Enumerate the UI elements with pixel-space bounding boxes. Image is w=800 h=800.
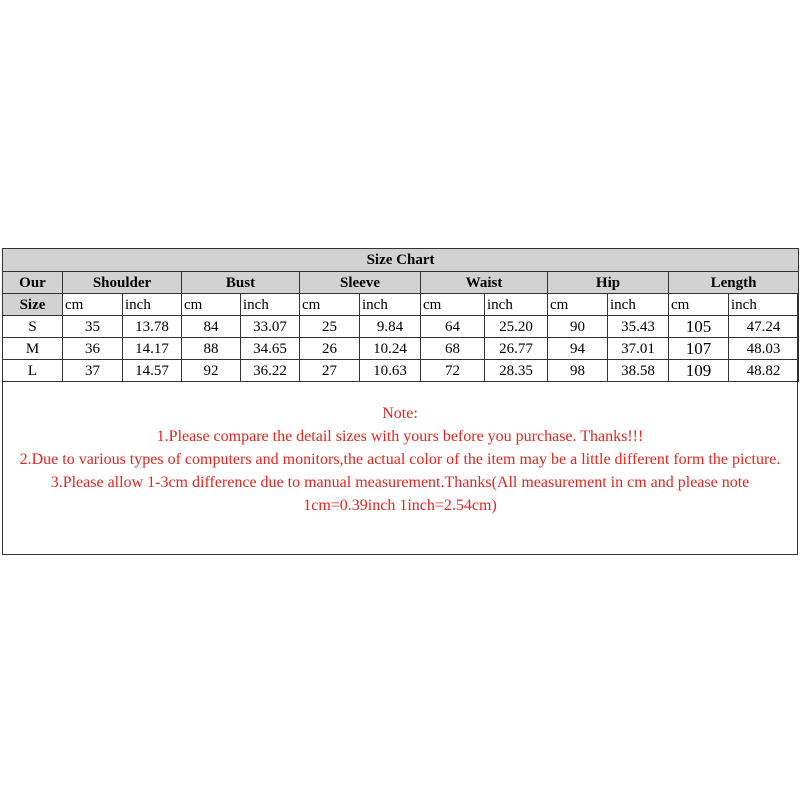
table-cell: 48.03 (729, 338, 799, 360)
note-line-1: 1.Please compare the detail sizes with yours before you purchase. Thanks!!! (156, 428, 644, 445)
table-cell: 107 (669, 338, 729, 360)
table-cell: 26 (300, 338, 360, 360)
table-cell: 13.78 (123, 316, 182, 338)
header-hip: Hip (548, 272, 669, 294)
header-waist: Waist (421, 272, 548, 294)
note-line-3: 3.Please allow 1-3cm difference due to manual measurement.Thanks(All measurement in cm and please note 1cm=0.39inch 1inch=2.54cm) (50, 474, 750, 514)
unit-inch: inch (608, 294, 669, 316)
table-cell: 25 (300, 316, 360, 338)
unit-inch: inch (729, 294, 799, 316)
header-bust: Bust (182, 272, 300, 294)
unit-inch: inch (360, 294, 421, 316)
table-cell: 68 (421, 338, 485, 360)
table-cell: 90 (548, 316, 608, 338)
table-cell: 37.01 (608, 338, 669, 360)
unit-cm: cm (300, 294, 360, 316)
size-header-top: Our (3, 272, 63, 294)
table-cell: 98 (548, 360, 608, 382)
unit-cm: cm (669, 294, 729, 316)
chart-title: Size Chart (3, 249, 799, 272)
table-cell: 72 (421, 360, 485, 382)
table-cell: 84 (182, 316, 241, 338)
size-chart (2, 248, 798, 555)
table-cell: 47.24 (729, 316, 799, 338)
unit-inch: inch (123, 294, 182, 316)
table-cell: 9.84 (360, 316, 421, 338)
table-row (3, 316, 799, 338)
table-row (3, 338, 799, 360)
table-cell: 94 (548, 338, 608, 360)
size-label: S (3, 316, 63, 338)
table-cell: 26.77 (485, 338, 548, 360)
table-cell: 25.20 (485, 316, 548, 338)
unit-cm: cm (548, 294, 608, 316)
table-cell: 10.63 (360, 360, 421, 382)
unit-cm: cm (63, 294, 123, 316)
table-cell: 88 (182, 338, 241, 360)
unit-cm: cm (182, 294, 241, 316)
unit-inch: inch (485, 294, 548, 316)
unit-inch: inch (241, 294, 300, 316)
header-shoulder: Shoulder (63, 272, 182, 294)
note-heading: Note: (382, 405, 418, 422)
table-cell: 14.57 (123, 360, 182, 382)
header-length: Length (669, 272, 799, 294)
table-cell: 27 (300, 360, 360, 382)
table-cell: 48.82 (729, 360, 799, 382)
table-cell: 14.17 (123, 338, 182, 360)
table-cell: 33.07 (241, 316, 300, 338)
notes-section (3, 402, 797, 517)
unit-cm: cm (421, 294, 485, 316)
table-cell: 28.35 (485, 360, 548, 382)
size-header-bottom: Size (3, 294, 63, 316)
table-cell: 105 (669, 316, 729, 338)
table-cell: 64 (421, 316, 485, 338)
table-cell: 35.43 (608, 316, 669, 338)
table-row (3, 360, 799, 382)
table-cell: 36.22 (241, 360, 300, 382)
size-label: M (3, 338, 63, 360)
table-cell: 92 (182, 360, 241, 382)
table-cell: 35 (63, 316, 123, 338)
table-cell: 38.58 (608, 360, 669, 382)
table-cell: 10.24 (360, 338, 421, 360)
table-cell: 36 (63, 338, 123, 360)
header-sleeve: Sleeve (300, 272, 421, 294)
table-cell: 37 (63, 360, 123, 382)
size-label: L (3, 360, 63, 382)
table-cell: 109 (669, 360, 729, 382)
table-cell: 34.65 (241, 338, 300, 360)
note-line-2: 2.Due to various types of computers and monitors,the actual color of the item may be a little different form the picture. (19, 451, 781, 468)
size-table (2, 248, 799, 382)
